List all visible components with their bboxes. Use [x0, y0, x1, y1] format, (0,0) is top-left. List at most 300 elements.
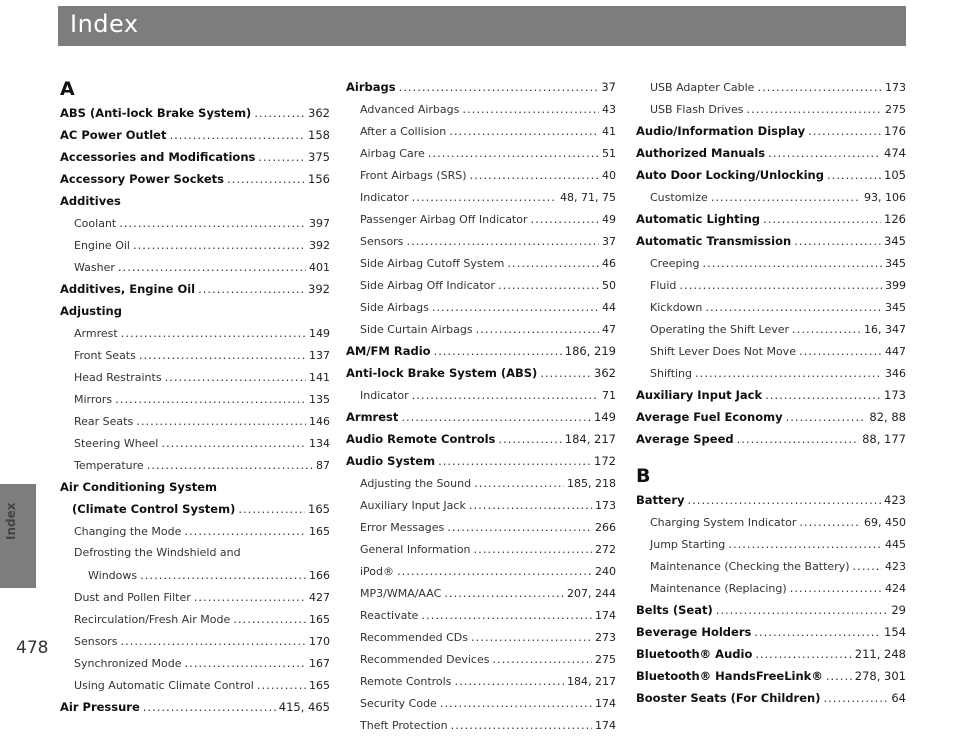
- entry-term: Side Airbag Cutoff System: [360, 257, 505, 270]
- index-entry[interactable]: [60, 256, 330, 278]
- entry-term: Accessories and Modifications: [60, 150, 256, 164]
- index-entry[interactable]: [346, 296, 616, 318]
- dot-leader: [498, 274, 599, 296]
- dot-leader: [194, 586, 306, 608]
- index-entry[interactable]: [346, 494, 616, 516]
- index-entry[interactable]: [636, 340, 906, 362]
- index-entry[interactable]: [60, 322, 330, 344]
- entry-term: Side Airbags: [360, 301, 429, 314]
- entry-page-ref[interactable]: 154: [884, 625, 906, 639]
- index-entry[interactable]: [636, 599, 906, 621]
- entry-term: Armrest: [74, 327, 118, 340]
- entry-page-ref[interactable]: 105: [884, 168, 906, 182]
- index-entry[interactable]: [346, 516, 616, 538]
- entry-page-ref[interactable]: 272: [595, 543, 616, 556]
- entry-page-ref[interactable]: 173: [595, 499, 616, 512]
- entry-page-ref[interactable]: 427: [309, 591, 330, 604]
- entry-page-ref[interactable]: 362: [308, 106, 330, 120]
- index-entry[interactable]: [346, 318, 616, 340]
- entry-page-ref[interactable]: 174: [595, 697, 616, 710]
- index-entry[interactable]: [346, 384, 616, 406]
- index-entry[interactable]: [636, 318, 906, 340]
- index-entry[interactable]: [60, 564, 330, 586]
- index-entry[interactable]: [346, 142, 616, 164]
- entry-page-ref[interactable]: 423: [885, 560, 906, 573]
- index-entry[interactable]: [636, 164, 906, 186]
- index-entry[interactable]: [636, 533, 906, 555]
- index-entry[interactable]: [636, 577, 906, 599]
- entry-page-ref[interactable]: 156: [308, 172, 330, 186]
- index-entry[interactable]: [346, 714, 616, 736]
- entry-page-ref[interactable]: 176: [884, 124, 906, 138]
- entry-page-ref[interactable]: 172: [594, 454, 616, 468]
- dot-leader: [476, 318, 599, 340]
- entry-page-ref[interactable]: 134: [309, 437, 330, 450]
- entry-term: Bluetooth® Audio: [636, 647, 753, 661]
- index-entry[interactable]: [60, 234, 330, 256]
- dot-leader: [716, 599, 889, 621]
- entry-page-ref[interactable]: 207, 244: [567, 587, 616, 600]
- index-entry[interactable]: [636, 76, 906, 98]
- dot-leader: [412, 384, 599, 406]
- entry-term: Additives, Engine Oil: [60, 282, 196, 296]
- dot-leader: [238, 498, 305, 520]
- dot-leader: [233, 608, 306, 630]
- index-entry[interactable]: [636, 621, 906, 643]
- dot-leader: [703, 252, 883, 274]
- entry-page-ref[interactable]: 93, 106: [864, 191, 906, 204]
- index-entry[interactable]: [60, 652, 330, 674]
- dot-leader: [115, 388, 306, 410]
- entry-term: Reactivate: [360, 609, 419, 622]
- dot-leader: [507, 252, 599, 274]
- entry-term: Air Conditioning System: [60, 480, 218, 494]
- index-entry[interactable]: [636, 384, 906, 406]
- dot-leader: [757, 76, 882, 98]
- entry-page-ref[interactable]: 211, 248: [854, 647, 906, 661]
- entry-page-ref[interactable]: 158: [308, 128, 330, 142]
- entry-page-ref[interactable]: 126: [884, 212, 906, 226]
- index-entry[interactable]: [636, 296, 906, 318]
- entry-page-ref[interactable]: 424: [885, 582, 906, 595]
- entry-page-ref[interactable]: 392: [309, 239, 330, 252]
- entry-term: Additives: [60, 194, 121, 208]
- entry-term: Shift Lever Does Not Move: [650, 345, 796, 358]
- dot-leader: [399, 76, 599, 98]
- entry-term: Airbags: [346, 80, 396, 94]
- entry-page-ref[interactable]: 173: [884, 388, 906, 402]
- dot-leader: [728, 533, 882, 555]
- page-title: Index: [70, 10, 139, 38]
- entry-term: Automatic Lighting: [636, 212, 761, 226]
- dot-leader: [121, 322, 306, 344]
- entry-term: Side Airbag Off Indicator: [360, 279, 495, 292]
- index-entry[interactable]: [60, 586, 330, 608]
- index-entry[interactable]: [636, 665, 906, 687]
- index-entry[interactable]: [636, 186, 906, 208]
- entry-page-ref[interactable]: 186, 219: [564, 344, 616, 358]
- dot-leader: [470, 164, 599, 186]
- index-entry[interactable]: [346, 692, 616, 714]
- entry-page-ref[interactable]: 47: [602, 323, 616, 336]
- index-entry[interactable]: [636, 120, 906, 142]
- dot-leader: [471, 626, 592, 648]
- index-entry[interactable]: [60, 630, 330, 652]
- entry-page-ref[interactable]: 49: [602, 213, 616, 226]
- entry-term: Maintenance (Replacing): [650, 582, 787, 595]
- entry-page-ref[interactable]: 345: [884, 234, 906, 248]
- dot-leader: [705, 296, 882, 318]
- entry-term: Operating the Shift Lever: [650, 323, 790, 336]
- dot-leader: [434, 340, 562, 362]
- index-entry[interactable]: [346, 604, 616, 626]
- index-entry[interactable]: [636, 208, 906, 230]
- dot-leader: [227, 168, 305, 190]
- dot-leader: [120, 630, 306, 652]
- entry-term: Audio System: [346, 454, 436, 468]
- index-entry[interactable]: [346, 186, 616, 208]
- dot-leader: [133, 234, 306, 256]
- entry-term: Advanced Airbags: [360, 103, 460, 116]
- index-entry[interactable]: [636, 362, 906, 384]
- index-entry[interactable]: [346, 582, 616, 604]
- index-entry[interactable]: [346, 406, 616, 428]
- index-entry[interactable]: [636, 428, 906, 450]
- entry-page-ref[interactable]: 16, 347: [864, 323, 906, 336]
- entry-term: ABS (Anti-lock Brake System): [60, 106, 252, 120]
- entry-page-ref[interactable]: 71: [602, 389, 616, 402]
- entry-term: Adjusting the Sound: [360, 477, 472, 490]
- entry-term: Temperature: [74, 459, 144, 472]
- index-entry[interactable]: [636, 98, 906, 120]
- entry-term: USB Adapter Cable: [650, 81, 755, 94]
- entry-term: Booster Seats (For Children): [636, 691, 821, 705]
- index-entry[interactable]: [636, 230, 906, 252]
- index-entry[interactable]: [60, 146, 330, 168]
- index-entry[interactable]: [346, 560, 616, 582]
- index-column-2: [346, 76, 616, 736]
- index-entry[interactable]: [60, 454, 330, 476]
- entry-term: Indicator: [360, 191, 409, 204]
- index-entry[interactable]: [60, 300, 330, 322]
- index-entry[interactable]: [636, 142, 906, 164]
- entry-page-ref[interactable]: 170: [309, 635, 330, 648]
- entry-term: Auto Door Locking/Unlocking: [636, 168, 824, 182]
- side-tab-text: Index: [4, 502, 18, 540]
- dot-leader: [451, 714, 592, 736]
- index-entry[interactable]: [346, 230, 616, 252]
- index-entry[interactable]: [346, 472, 616, 494]
- index-entry[interactable]: [636, 511, 906, 533]
- entry-page-ref[interactable]: 48, 71, 75: [560, 191, 616, 204]
- dot-leader: [737, 428, 859, 450]
- entry-page-ref[interactable]: 146: [309, 415, 330, 428]
- dot-leader: [254, 102, 305, 124]
- section-letter: B: [636, 465, 651, 487]
- dot-leader: [792, 318, 861, 340]
- dot-leader: [412, 186, 557, 208]
- entry-page-ref[interactable]: 415, 465: [278, 700, 330, 714]
- entry-term: Fluid: [650, 279, 677, 292]
- index-entry[interactable]: [636, 687, 906, 709]
- entry-term: Maintenance (Checking the Battery): [650, 560, 850, 573]
- dot-leader: [147, 454, 313, 476]
- entry-term: Audio/Information Display: [636, 124, 806, 138]
- entry-page-ref[interactable]: 165: [309, 679, 330, 692]
- entry-page-ref[interactable]: 149: [594, 410, 616, 424]
- entry-page-ref[interactable]: 184, 217: [564, 432, 616, 446]
- dot-leader: [169, 124, 305, 146]
- entry-term: Auxiliary Input Jack: [636, 388, 763, 402]
- entry-page-ref[interactable]: 275: [595, 653, 616, 666]
- index-entry[interactable]: [346, 208, 616, 230]
- entry-page-ref[interactable]: 423: [884, 493, 906, 507]
- index-entry[interactable]: [346, 252, 616, 274]
- entry-term: Creeping: [650, 257, 700, 270]
- page-header: [58, 6, 906, 46]
- index-entry[interactable]: [636, 643, 906, 665]
- entry-page-ref[interactable]: 41: [602, 125, 616, 138]
- index-entry[interactable]: [346, 164, 616, 186]
- dot-leader: [695, 362, 882, 384]
- entry-page-ref[interactable]: 185, 218: [567, 477, 616, 490]
- entry-page-ref[interactable]: 50: [602, 279, 616, 292]
- entry-term: Customize: [650, 191, 708, 204]
- entry-term: Side Curtain Airbags: [360, 323, 473, 336]
- entry-page-ref[interactable]: 69, 450: [864, 516, 906, 529]
- dot-leader: [768, 142, 881, 164]
- section-letter: A: [60, 78, 75, 100]
- entry-term: Remote Controls: [360, 675, 452, 688]
- entry-term: Head Restraints: [74, 371, 162, 384]
- entry-page-ref[interactable]: 345: [885, 257, 906, 270]
- entry-term: Dust and Pollen Filter: [74, 591, 191, 604]
- entry-page-ref[interactable]: 174: [595, 609, 616, 622]
- dot-leader: [257, 674, 306, 696]
- index-entry[interactable]: [346, 362, 616, 384]
- index-entry[interactable]: [60, 476, 330, 498]
- dot-leader: [540, 362, 591, 384]
- index-entry[interactable]: [346, 274, 616, 296]
- entry-page-ref[interactable]: 375: [308, 150, 330, 164]
- entry-page-ref[interactable]: 82, 88: [869, 410, 906, 424]
- entry-page-ref[interactable]: 149: [309, 327, 330, 340]
- entry-page-ref[interactable]: 88, 177: [862, 432, 906, 446]
- entry-page-ref[interactable]: 37: [602, 235, 616, 248]
- entry-term: Accessory Power Sockets: [60, 172, 225, 186]
- entry-page-ref[interactable]: 165: [308, 502, 330, 516]
- dot-leader: [826, 665, 852, 687]
- entry-page-ref[interactable]: 37: [601, 80, 616, 94]
- entry-page-ref[interactable]: 266: [595, 521, 616, 534]
- dot-leader: [440, 692, 592, 714]
- entry-term: Security Code: [360, 697, 437, 710]
- dot-leader: [444, 582, 564, 604]
- entry-term: Auxiliary Input Jack: [360, 499, 466, 512]
- index-entry[interactable]: [60, 520, 330, 542]
- entry-page-ref[interactable]: 240: [595, 565, 616, 578]
- entry-page-ref[interactable]: 141: [309, 371, 330, 384]
- entry-page-ref[interactable]: 275: [885, 103, 906, 116]
- entry-term: Average Fuel Economy: [636, 410, 783, 424]
- entry-term: Steering Wheel: [74, 437, 159, 450]
- entry-term: Windows: [88, 569, 138, 582]
- dot-leader: [454, 670, 564, 692]
- entry-page-ref[interactable]: 137: [309, 349, 330, 362]
- entry-page-ref[interactable]: 173: [885, 81, 906, 94]
- dot-leader: [140, 564, 306, 586]
- index-entry[interactable]: [60, 366, 330, 388]
- dot-leader: [688, 489, 882, 511]
- index-entry[interactable]: [60, 410, 330, 432]
- entry-term: Rear Seats: [74, 415, 134, 428]
- dot-leader: [406, 230, 599, 252]
- index-entry[interactable]: [346, 648, 616, 670]
- entry-term: Defrosting the Windshield and: [74, 546, 241, 559]
- entry-page-ref[interactable]: 165: [309, 525, 330, 538]
- entry-term: Anti-lock Brake System (ABS): [346, 366, 538, 380]
- entry-page-ref[interactable]: 64: [891, 691, 906, 705]
- dot-leader: [746, 98, 882, 120]
- index-entry[interactable]: [346, 340, 616, 362]
- dot-leader: [184, 520, 306, 542]
- index-entry[interactable]: [346, 670, 616, 692]
- entry-page-ref[interactable]: 397: [309, 217, 330, 230]
- index-entry[interactable]: [60, 608, 330, 630]
- entry-page-ref[interactable]: 87: [316, 459, 330, 472]
- dot-leader: [139, 344, 306, 366]
- index-entry[interactable]: [60, 168, 330, 190]
- entry-page-ref[interactable]: 135: [309, 393, 330, 406]
- entry-page-ref[interactable]: 273: [595, 631, 616, 644]
- entry-term: Belts (Seat): [636, 603, 713, 617]
- entry-page-ref[interactable]: 165: [309, 613, 330, 626]
- dot-leader: [763, 208, 881, 230]
- entry-term: Indicator: [360, 389, 409, 402]
- index-entry[interactable]: [346, 626, 616, 648]
- entry-term: iPod®: [360, 565, 395, 578]
- index-entry[interactable]: [346, 76, 616, 98]
- index-entry[interactable]: [346, 428, 616, 450]
- entry-page-ref[interactable]: 399: [885, 279, 906, 292]
- index-entry[interactable]: [636, 406, 906, 428]
- entry-page-ref[interactable]: 362: [594, 366, 616, 380]
- dot-leader: [474, 472, 564, 494]
- index-entry[interactable]: [60, 190, 330, 212]
- index-entry[interactable]: [636, 274, 906, 296]
- entry-page-ref[interactable]: 447: [885, 345, 906, 358]
- dot-leader: [143, 696, 276, 718]
- entry-term: USB Flash Drives: [650, 103, 744, 116]
- entry-term: Sensors: [360, 235, 404, 248]
- entry-page-ref[interactable]: 346: [885, 367, 906, 380]
- dot-leader: [449, 120, 599, 142]
- entry-page-ref[interactable]: 167: [309, 657, 330, 670]
- entry-page-ref[interactable]: 40: [602, 169, 616, 182]
- entry-page-ref[interactable]: 29: [891, 603, 906, 617]
- index-entry[interactable]: [636, 252, 906, 274]
- dot-leader: [447, 516, 592, 538]
- side-tab-label: [4, 488, 30, 552]
- dot-leader: [185, 652, 306, 674]
- dot-leader: [428, 142, 599, 164]
- dot-leader: [118, 256, 306, 278]
- entry-page-ref[interactable]: 278, 301: [854, 669, 906, 683]
- entry-page-ref[interactable]: 392: [308, 282, 330, 296]
- index-entry[interactable]: [60, 388, 330, 410]
- index-entry[interactable]: [346, 98, 616, 120]
- dot-leader: [462, 98, 599, 120]
- entry-page-ref[interactable]: 46: [602, 257, 616, 270]
- entry-term: Automatic Transmission: [636, 234, 792, 248]
- entry-term: Front Seats: [74, 349, 136, 362]
- dot-leader: [786, 406, 867, 428]
- dot-leader: [397, 560, 592, 582]
- entry-page-ref[interactable]: 43: [602, 103, 616, 116]
- dot-leader: [808, 120, 881, 142]
- dot-leader: [165, 366, 306, 388]
- dot-leader: [161, 432, 306, 454]
- dot-leader: [432, 296, 599, 318]
- entry-term: Airbag Care: [360, 147, 425, 160]
- index-entry[interactable]: [60, 696, 330, 718]
- entry-page-ref[interactable]: 445: [885, 538, 906, 551]
- entry-term: Synchronized Mode: [74, 657, 182, 670]
- entry-page-ref[interactable]: 51: [602, 147, 616, 160]
- entry-term: Recommended Devices: [360, 653, 490, 666]
- entry-term: Theft Protection: [360, 719, 448, 732]
- entry-term: Audio Remote Controls: [346, 432, 496, 446]
- entry-term: Washer: [74, 261, 115, 274]
- dot-leader: [119, 212, 306, 234]
- index-entry[interactable]: [346, 120, 616, 142]
- entry-term: Changing the Mode: [74, 525, 182, 538]
- index-entry[interactable]: [60, 124, 330, 146]
- index-entry[interactable]: [60, 212, 330, 234]
- dot-leader: [198, 278, 305, 300]
- entry-page-ref[interactable]: 44: [602, 301, 616, 314]
- entry-page-ref[interactable]: 174: [595, 719, 616, 732]
- entry-page-ref[interactable]: 345: [885, 301, 906, 314]
- index-entry[interactable]: [346, 538, 616, 560]
- entry-term: Charging System Indicator: [650, 516, 797, 529]
- dot-leader: [438, 450, 591, 472]
- dot-leader: [853, 555, 882, 577]
- entry-term: Authorized Manuals: [636, 146, 766, 160]
- entry-term: Passenger Airbag Off Indicator: [360, 213, 528, 226]
- entry-page-ref[interactable]: 401: [309, 261, 330, 274]
- index-entry[interactable]: [60, 432, 330, 454]
- index-entry[interactable]: [60, 102, 330, 124]
- index-entry[interactable]: [60, 542, 330, 564]
- index-entry[interactable]: [636, 555, 906, 577]
- index-entry[interactable]: [60, 674, 330, 696]
- index-entry[interactable]: [60, 498, 330, 520]
- dot-leader: [498, 428, 561, 450]
- dot-leader: [531, 208, 600, 230]
- index-entry[interactable]: [60, 278, 330, 300]
- entry-term: Beverage Holders: [636, 625, 752, 639]
- entry-page-ref[interactable]: 184, 217: [567, 675, 616, 688]
- entry-page-ref[interactable]: 474: [884, 146, 906, 160]
- entry-term: Front Airbags (SRS): [360, 169, 467, 182]
- entry-page-ref[interactable]: 166: [309, 569, 330, 582]
- index-entry[interactable]: [60, 344, 330, 366]
- index-entry[interactable]: [346, 450, 616, 472]
- entry-term: Adjusting: [60, 304, 122, 318]
- index-entry[interactable]: [636, 489, 906, 511]
- dot-leader: [799, 340, 882, 362]
